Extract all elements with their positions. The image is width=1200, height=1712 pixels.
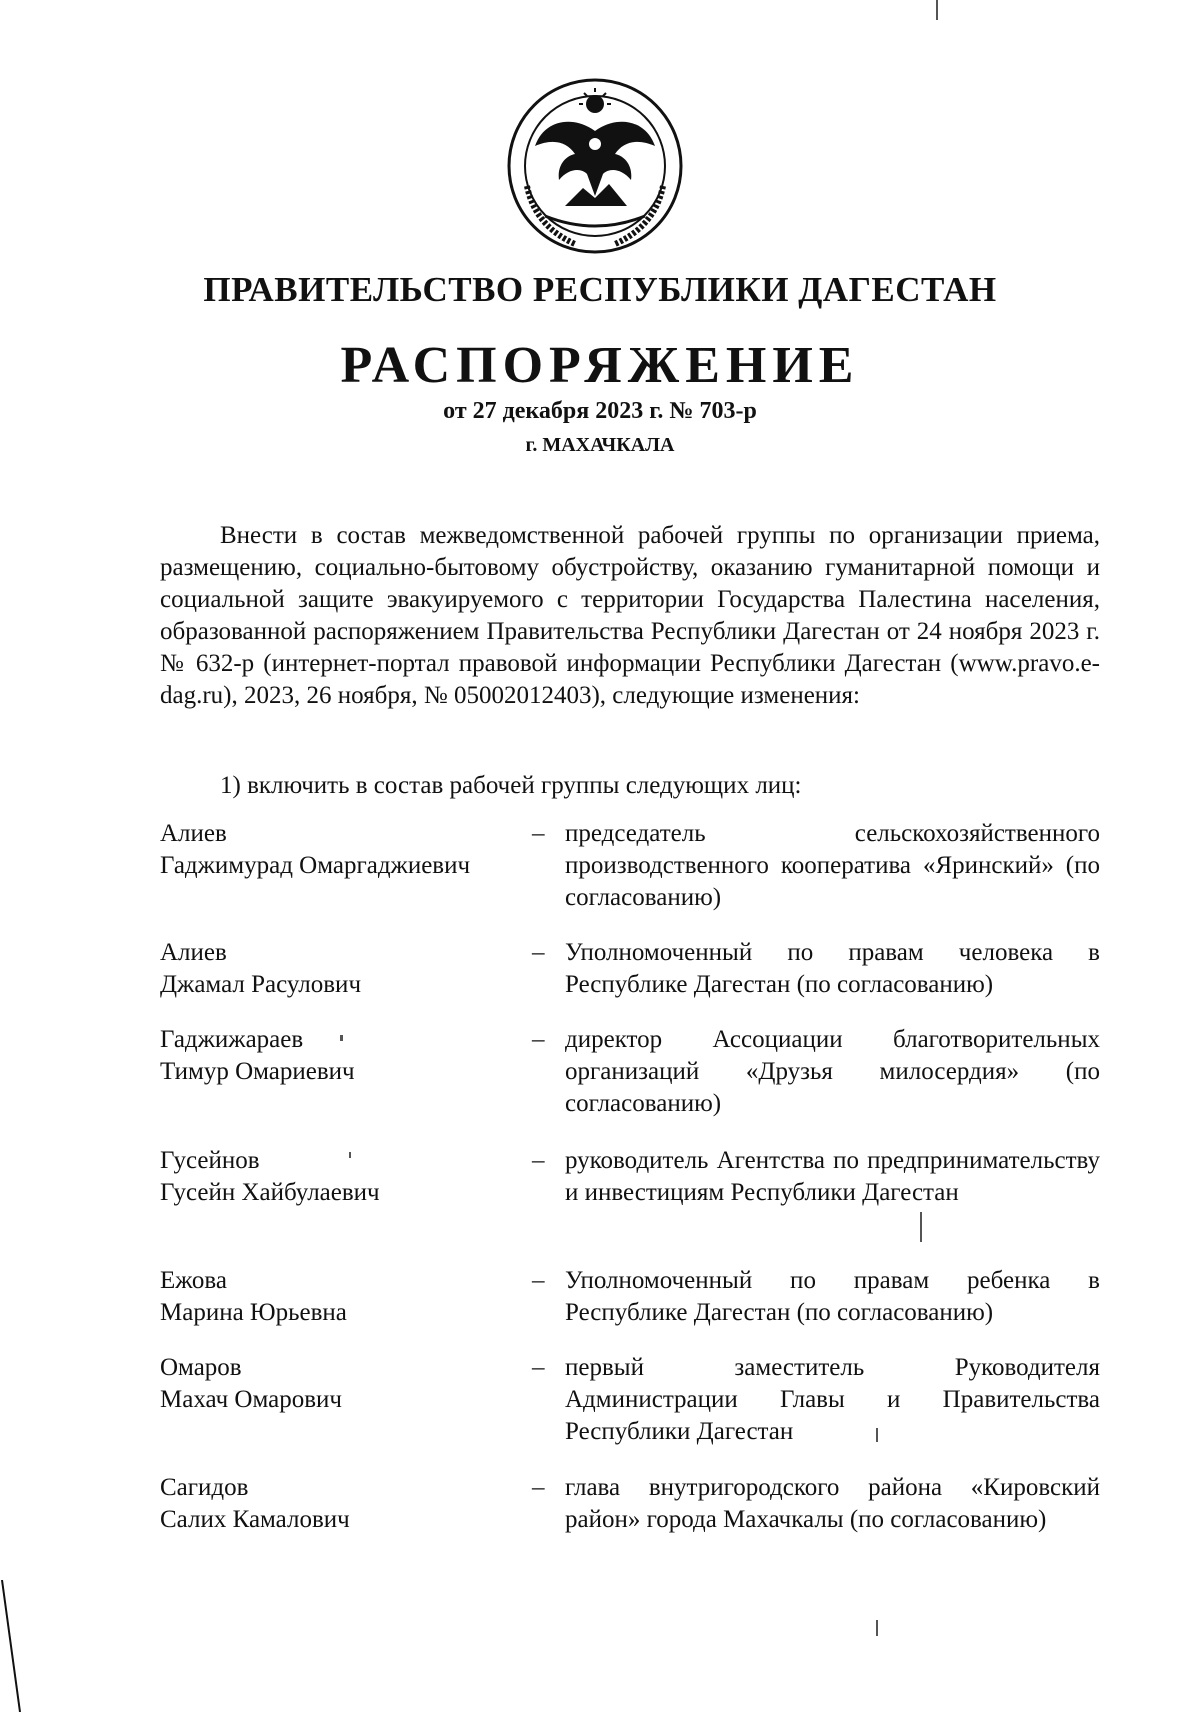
member-name — [160, 818, 530, 882]
member-dash: – — [532, 939, 545, 966]
intro-paragraph: Внести в состав межведомственной рабочей группы по организации приема, размещению, социально-бытовому обустройству, оказанию гуманитарной помощи и социальной защите эвакуируемого с территории Государства Палестина населения, образованной распоряжением Правительства Республики Дагестан от 24 ноября 2023 г. № 632-р (интернет-портал правовой информации Республики Дагестан (www.pravo.e-dag.ru), 2023, 26 ноября, № 05002012403), следующие изменения: — [160, 522, 1100, 709]
member-name — [160, 937, 530, 1001]
member-surname: Ежова — [160, 1267, 227, 1294]
member-role: первый заместитель Руководителя Администрации Главы и Правительства Республики Дагестан — [565, 1354, 1100, 1445]
item-1-paragraph: 1) включить в состав рабочей группы следующих лиц: — [220, 772, 802, 799]
scan-artifact — [340, 1035, 343, 1041]
member-given-name: Гаджимурад Омаргаджиевич — [160, 852, 471, 879]
member-dash: – — [532, 1147, 545, 1174]
member-dash: – — [532, 1354, 545, 1381]
document-type-title: РАСПОРЯЖЕНИЕ — [340, 337, 860, 394]
member-role: Уполномоченный по правам ребенка в Республике Дагестан (по согласованию) — [565, 1267, 1100, 1326]
member-name — [160, 1145, 530, 1209]
organization-title: ПРАВИТЕЛЬСТВО РЕСПУБЛИКИ ДАГЕСТАН — [203, 270, 997, 309]
member-role: глава внутригородского района «Кировский район» города Махачкалы (по согласованию) — [565, 1474, 1100, 1533]
member-surname: Гаджижараев — [160, 1026, 304, 1053]
member-given-name: Махач Омарович — [160, 1386, 342, 1413]
member-dash: – — [532, 1474, 545, 1501]
scan-artifact — [876, 1428, 878, 1442]
member-given-name: Джамал Расулович — [160, 971, 362, 998]
member-name — [160, 1265, 530, 1329]
member-given-name: Гусейн Хайбулаевич — [160, 1179, 380, 1206]
member-name — [160, 1352, 530, 1416]
scan-artifact — [876, 1620, 878, 1636]
member-given-name: Марина Юрьевна — [160, 1299, 347, 1326]
member-given-name: Тимур Омариевич — [160, 1058, 355, 1085]
member-surname: Сагидов — [160, 1474, 249, 1501]
member-name — [160, 1024, 530, 1088]
document-city: г. МАХАЧКАЛА — [525, 434, 675, 456]
scan-artifact — [349, 1152, 351, 1158]
member-role: Уполномоченный по правам человека в Республике Дагестан (по согласованию) — [565, 939, 1100, 998]
scan-artifact — [936, 0, 938, 20]
member-surname: Гусейнов — [160, 1147, 260, 1174]
scan-artifact — [920, 1212, 922, 1242]
member-role: председатель сельскохозяйственного производственного кооператива «Яринский» (по согласованию) — [565, 820, 1100, 911]
dagestan-coat-of-arms-icon — [505, 76, 685, 256]
member-name — [160, 1472, 530, 1536]
member-given-name: Салих Камалович — [160, 1506, 350, 1533]
member-role: руководитель Агентства по предпринимательству и инвестициям Республики Дагестан — [565, 1147, 1100, 1206]
member-dash: – — [532, 1026, 545, 1053]
member-role: директор Ассоциации благотворительных организаций «Друзья милосердия» (по согласованию) — [565, 1026, 1100, 1117]
document-date-number: от 27 декабря 2023 г. № 703-р — [443, 398, 757, 424]
scan-edge-line — [0, 1580, 40, 1712]
member-surname: Алиев — [160, 939, 227, 966]
member-surname: Омаров — [160, 1354, 242, 1381]
member-dash: – — [532, 820, 545, 847]
member-surname: Алиев — [160, 820, 227, 847]
member-dash: – — [532, 1267, 545, 1294]
